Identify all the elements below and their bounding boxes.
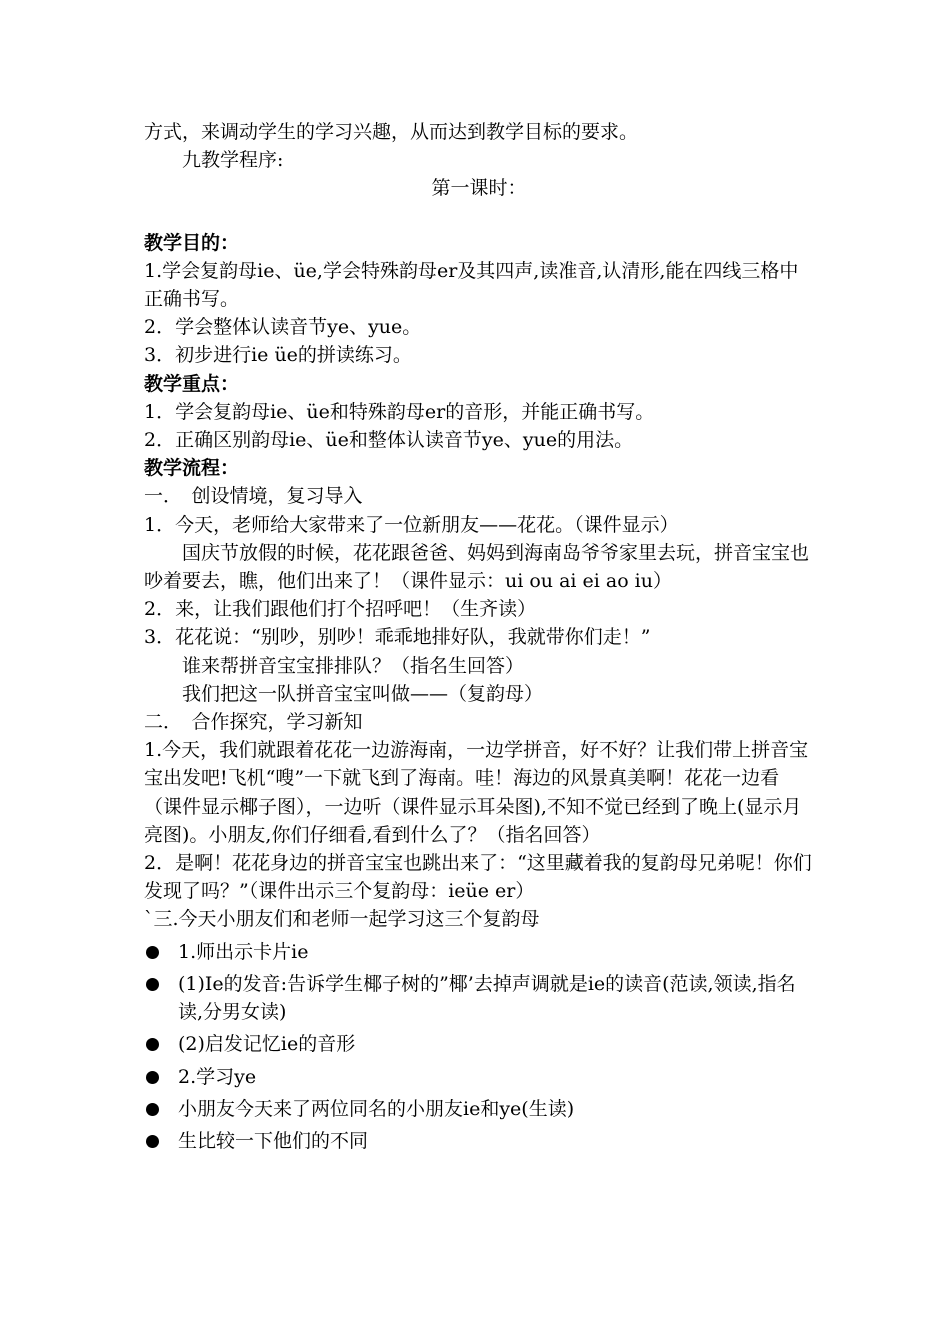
document-page — [144, 118, 814, 1159]
intro-line: 方式，来调动学生的学习兴趣，从而达到教学目标的要求。 — [144, 121, 639, 143]
list-item — [144, 1030, 814, 1058]
part-two-title: 二． 合作探究，学习新知 — [144, 711, 363, 734]
list-item — [144, 938, 814, 966]
process-heading: 教学流程： — [144, 457, 240, 480]
key-point-item: 1．学会复韵母ie、üe和特殊韵母er的音形，并能正确书写。 — [144, 400, 655, 423]
part-one-line: 3．花花说：“别吵，别吵！乖乖地排好队，我就带你们走！” — [144, 626, 651, 649]
part-one-line: 谁来帮拼音宝宝排排队？（指名生回答） — [182, 654, 525, 677]
list-item-text: (2)启发记忆ie的音形 — [178, 1033, 356, 1056]
list-item — [144, 1063, 814, 1091]
list-item-text: 2.学习ye — [178, 1065, 257, 1088]
key-point-item: 2．正确区别韵母ie、üe和整体认读音节ye、yue的用法。 — [144, 429, 634, 452]
part-one-line: 1．今天，老师给大家带来了一位新朋友——花花。（课件显示） — [144, 513, 679, 536]
bullet-icon — [146, 1135, 159, 1148]
lesson-title: 第一课时： — [431, 177, 527, 200]
spacer — [144, 203, 814, 229]
list-item-text: 生比较一下他们的不同 — [178, 1129, 369, 1152]
list-item — [144, 970, 814, 1026]
list-item-text: (1)Ie的发音:告诉学生椰子树的”椰’去掉声调就是ie的读音(范读,领读,指名读,分男女读) — [178, 972, 796, 1024]
part-three-title: `三.今天小朋友们和老师一起学习这三个复韵母 — [144, 908, 540, 931]
list-item — [144, 1127, 814, 1155]
list-item-text: 1.师出示卡片ie — [178, 940, 309, 963]
bullet-icon — [146, 1103, 159, 1116]
bullet-icon — [146, 946, 159, 959]
section-nine-heading: 九教学程序: — [182, 149, 284, 172]
bullet-icon — [146, 978, 159, 991]
list-item — [144, 1095, 814, 1123]
part-two-line: 2．是啊！花花身边的拼音宝宝也跳出来了：“这里藏着我的复韵母兄弟呢！你们发现了吗？”（课件出示三个复韵母：ieüe er） — [144, 852, 812, 903]
list-item-text: 小朋友今天来了两位同名的小朋友ie和ye(生读) — [178, 1097, 575, 1120]
part-one-title: 一． 创设情境，复习导入 — [144, 485, 363, 508]
part-one-line: 2．来，让我们跟他们打个招呼吧！（生齐读） — [144, 598, 537, 621]
bullet-list — [144, 938, 814, 1155]
part-one-line: 我们把这一队拼音宝宝叫做——（复韵母） — [182, 682, 544, 705]
part-two-line: 1.今天，我们就跟着花花一边游海南，一边学拼音，好不好？让我们带上拼音宝宝出发吧!飞机“嗖”一下就飞到了海南。哇！海边的风景真美啊！花花一边看（课件显示椰子图），一边听（课件显示耳朵图),不知不觉已经到了晚上(显示月亮图)。小朋友,你们仔细看,看到什么了？（指名回答） — [144, 739, 809, 846]
objective-item: 1.学会复韵母ie、üe,学会特殊韵母er及其四声,读准音,认清形,能在四线三格中正确书写。 — [144, 259, 799, 311]
key-points-heading: 教学重点： — [144, 372, 240, 395]
part-one-line: 国庆节放假的时候，花花跟爸爸、妈妈到海南岛爷爷家里去玩，拼音宝宝也吵着要去，瞧，他们出来了！（课件显示：ui ou ai ei ao iu） — [144, 541, 810, 593]
objective-item: 2．学会整体认读音节ye、yue。 — [144, 316, 422, 339]
bullet-icon — [146, 1038, 159, 1051]
objectives-heading: 教学目的： — [144, 231, 240, 254]
objective-item: 3．初步进行ie üe的拼读练习。 — [144, 344, 412, 367]
bullet-icon — [146, 1071, 159, 1084]
